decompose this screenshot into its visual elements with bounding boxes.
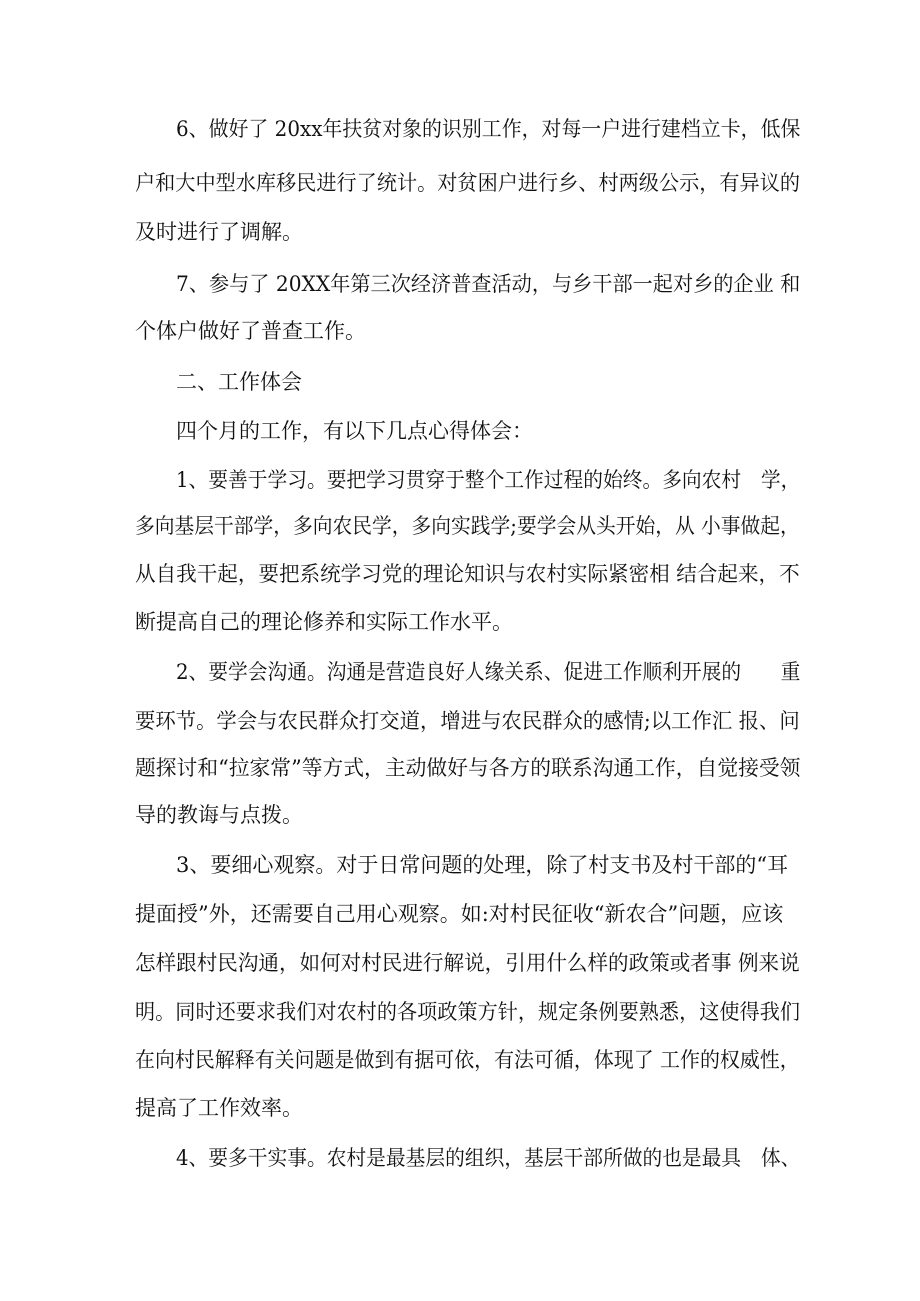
text-line: 在向村民解释有关问题是做到有据可依，有法可循，体现了 工作的权威性， <box>135 1048 800 1072</box>
text-line: 要环节。学会与农民群众打交道，增进与农民群众的感情;以工作汇 报、问 <box>135 709 800 733</box>
text-line: 明。同时还要求我们对农村的各项政策方针，规定条例要熟悉，这使得我们 <box>135 1000 800 1024</box>
text-line: 提高了工作效率。 <box>135 1096 303 1120</box>
text-line: 1、要善于学习。要把学习贯穿于整个工作过程的始终。多向农村 学， <box>176 468 801 492</box>
text-line: 四个月的工作，有以下几点心得体会： <box>176 419 533 443</box>
text-line: 4、要多干实事。农村是最基层的组织，基层干部所做的也是最具 体、 <box>176 1146 801 1170</box>
text-line: 个体户做好了普查工作。 <box>135 319 366 343</box>
text-line: 断提高自己的理论修养和实际工作水平。 <box>135 610 513 634</box>
text-line: 7、参与了 20XX年第三次经济普查活动，与乡干部一起对乡的企业 和 <box>176 272 801 296</box>
text-line: 提面授”外，还需要自己用心观察。如:对村民征收“新农合”问题，应该 <box>135 902 784 926</box>
text-line: 2、要学会沟通。沟通是营造良好人缘关系、促进工作顺利开展的 重 <box>176 660 801 684</box>
text-line: 户和大中型水库移民进行了统计。对贫困户进行乡、村两级公示，有异议的 <box>135 171 800 195</box>
text-line: 及时进行了调解。 <box>135 220 303 244</box>
section-heading: 二、工作体会 <box>176 370 302 394</box>
text-line: 题探讨和“拉家常”等方式，主动做好与各方的联系沟通工作，自觉接受领 <box>135 756 801 780</box>
text-line: 导的教诲与点拨。 <box>135 803 303 827</box>
text-line: 6、做好了 20xx年扶贫对象的识别工作，对每一户进行建档立卡，低保 <box>176 117 801 141</box>
text-line: 从自我干起，要把系统学习党的理论知识与农村实际紧密相 结合起来，不 <box>135 562 800 586</box>
text-line: 3、要细心观察。对于日常问题的处理，除了村支书及村干部的“耳 <box>176 853 789 877</box>
text-line: 多向基层干部学，多向农民学，多向实践学;要学会从头开始，从 小事做起， <box>135 514 800 538</box>
text-line: 怎样跟村民沟通，如何对村民进行解说，引用什么样的政策或者事 例来说 <box>135 951 800 975</box>
